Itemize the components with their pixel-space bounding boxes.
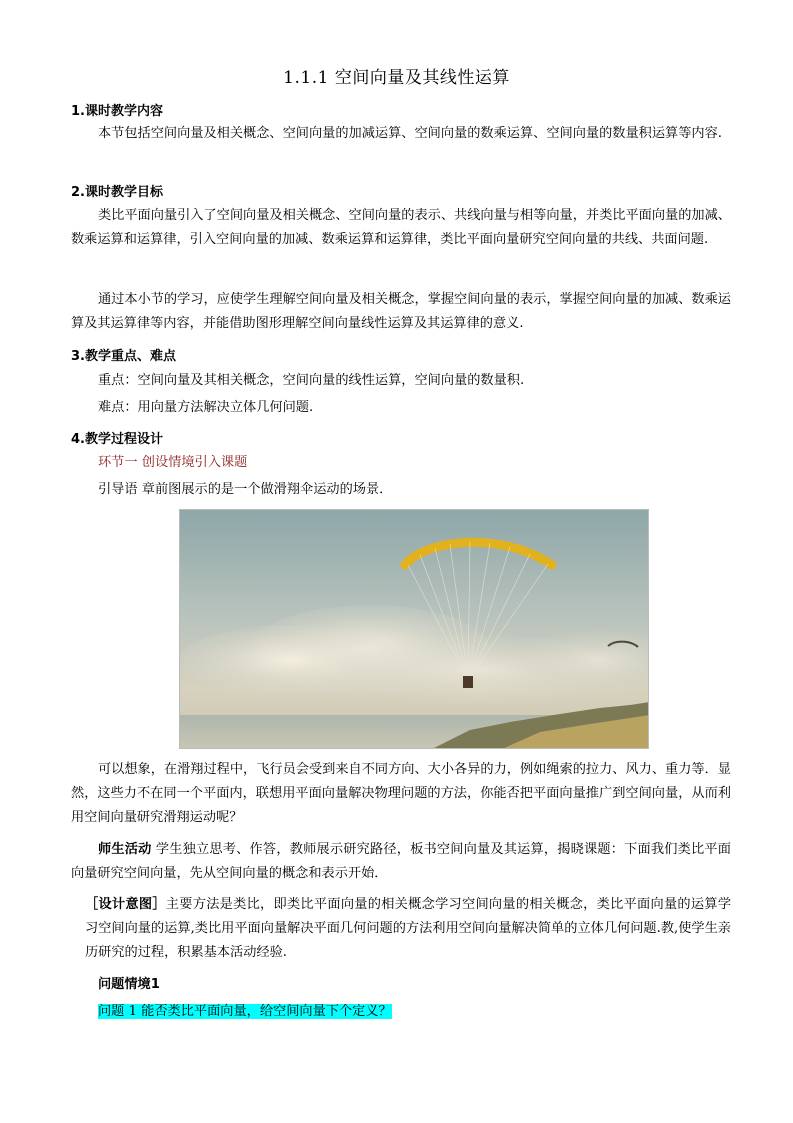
problem-context-heading xyxy=(71,973,731,997)
section-2-paragraph-2: 通过本小节的学习，应使学生理解空间向量及相关概念，掌握空间向量的表示，掌握空间向量的加减、数乘运算及其运算律等内容，并能借助图形理解空间向量线性运算及其运算律的意义. xyxy=(71,292,731,331)
design-intent xyxy=(85,893,731,965)
difficult-points: 难点：用向量方法解决立体几何问题. xyxy=(98,400,314,415)
section-1-paragraph: 本节包括空间向量及相关概念、空间向量的加减运算、空间向量的数乘运算、空间向量的数量积运算等内容. xyxy=(98,126,723,141)
teacher-student-activity xyxy=(71,838,731,886)
paragliding-scene-image xyxy=(180,510,649,749)
key-points: 重点：空间向量及其相关概念，空间向量的线性运算，空间向量的数量积. xyxy=(98,373,525,388)
section-2-paragraph-1: 类比平面向量引入了空间向量及相关概念、空间向量的表示、共线向量与相等向量，并类比平面向量的加减、数乘运算和运算律，引入空间向量的加减、数乘运算和运算律，类比平面向量研究空间向量的共线、共面问题. xyxy=(71,208,731,247)
section-4-heading: 4.教学过程设计 xyxy=(71,432,163,447)
design-intent-label: ［设计意图］ xyxy=(85,897,166,912)
page-title: 1.1.1 空间向量及其线性运算 xyxy=(283,68,510,88)
activity-text: 学生独立思考、作答，教师展示研究路径，板书空间向量及其运算，揭晓课题：下面我们类比平面向量研究空间向量，先从空间向量的概念和表示开始． xyxy=(71,842,731,881)
step-one-label: 环节一 创设情境引入课题 xyxy=(98,455,248,470)
question-1-text: 问题 1 能否类比平面向量，给空间向量下个定义？ xyxy=(98,1004,392,1019)
question-1 xyxy=(71,1000,731,1024)
thinking-paragraph: 可以想象，在滑翔过程中，飞行员会受到来自不同方向、大小各异的力，例如绳索的拉力、风力、重力等．显然，这些力不在同一个平面内，联想用平面向量解决物理问题的方法，你能否把平面向量推广到空间向量，从而利用空间向量研究滑翔运动呢？ xyxy=(71,762,731,825)
section-3-heading: 3.教学重点、难点 xyxy=(71,349,176,364)
problem-context-label: 问题情境1 xyxy=(98,977,160,992)
section-1-heading: 1.课时教学内容 xyxy=(71,104,163,119)
lead-in-text: 引导语 章前图展示的是一个做滑翔伞运动的场景． xyxy=(98,482,393,497)
paragliding-photo xyxy=(179,509,649,749)
section-2-heading: 2.课时教学目标 xyxy=(71,185,163,200)
design-intent-text: 主要方法是类比，即类比平面向量的相关概念学习空间向量的相关概念，类比平面向量的运算学习空间向量的运算,类比用平面向量解决平面几何问题的方法利用空间向量解决简单的立体几何问题.教,使学生亲历研究的过程，积累基本活动经验. xyxy=(85,897,732,960)
activity-label: 师生活动 xyxy=(98,842,152,857)
